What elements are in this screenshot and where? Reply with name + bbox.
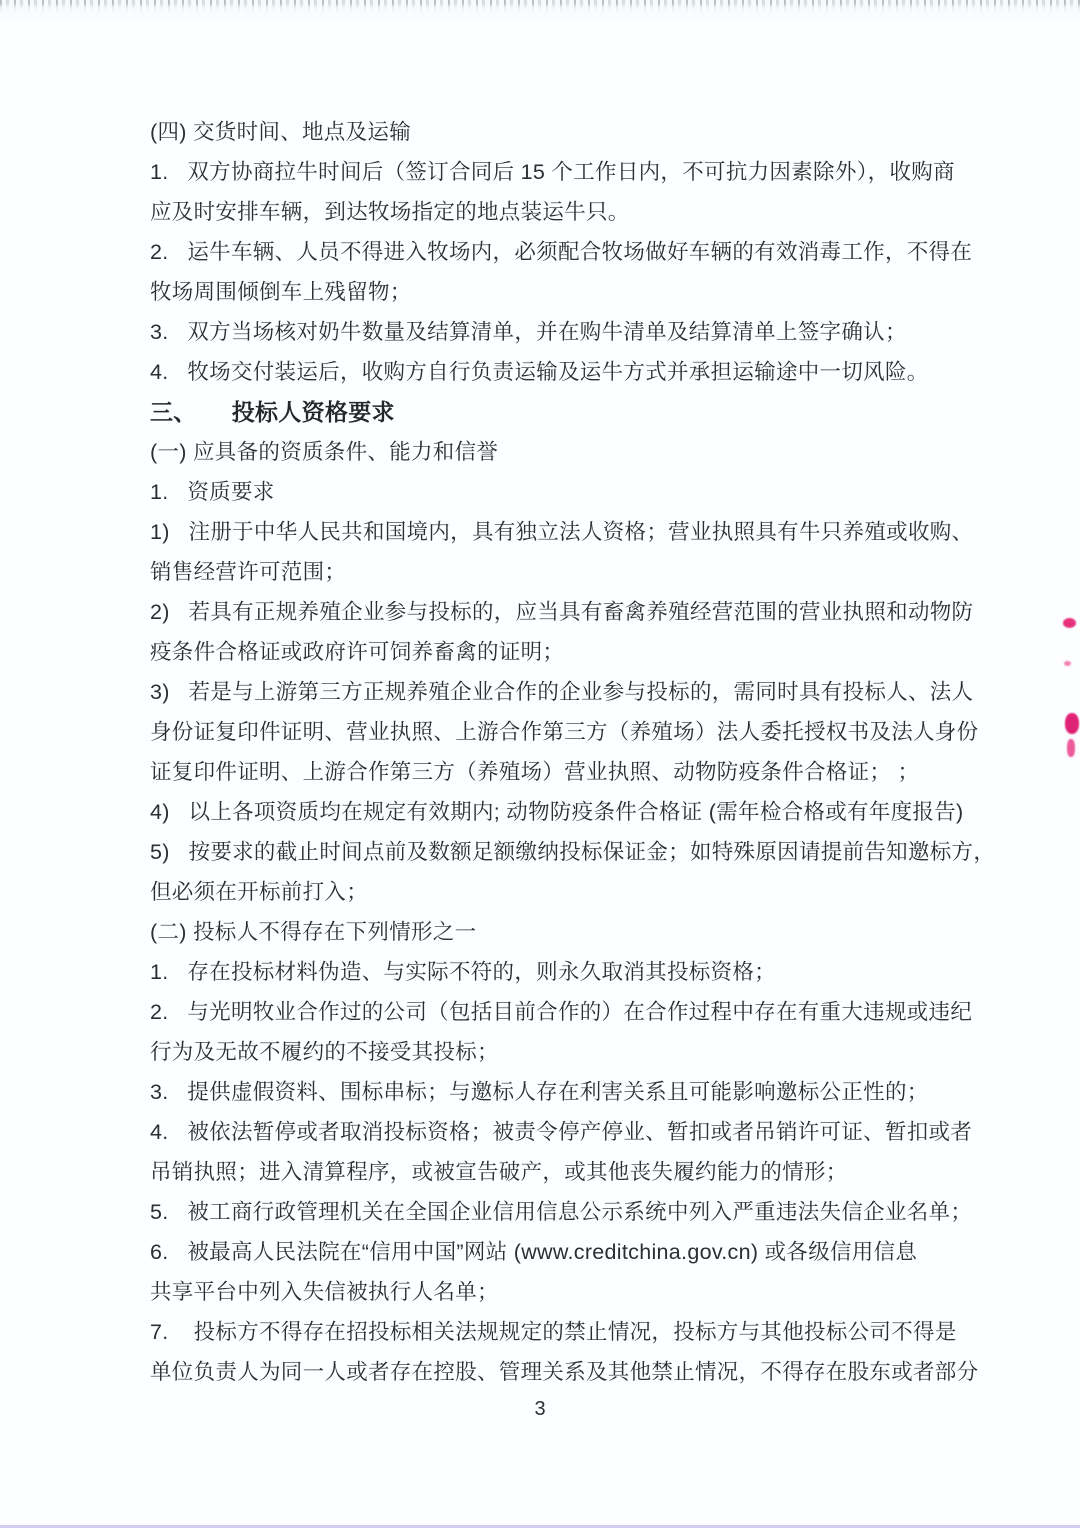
text-line: 4) 以上各项资质均在规定有效期内; 动物防疫条件合格证 (需年检合格或有年度报告) bbox=[150, 800, 964, 824]
text-line: 1. 双方协商拉牛时间后（签订合同后 15 个工作日内，不可抗力因素除外），收购商 bbox=[150, 160, 955, 184]
text-line: 1. 资质要求 bbox=[150, 480, 275, 504]
text-line: 3) 若是与上游第三方正规养殖企业合作的企业参与投标的，需同时具有投标人、法人 bbox=[150, 680, 974, 704]
text-line: 1) 注册于中华人民共和国境内，具有独立法人资格；营业执照具有牛只养殖或收购、 bbox=[150, 520, 974, 544]
text-line: 2) 若具有正规养殖企业参与投标的，应当具有畜禽养殖经营范围的营业执照和动物防 bbox=[150, 600, 974, 624]
text-line: 5) 按要求的截止时间点前及数额足额缴纳投标保证金；如特殊原因请提前告知邀标方， bbox=[150, 840, 996, 864]
section-heading: 三、 投标人资格要求 bbox=[150, 399, 395, 425]
text-line: 销售经营许可范围； bbox=[150, 560, 347, 584]
text-line: 4. 牧场交付装运后，收购方自行负责运输及运牛方式并承担运输途中一切风险。 bbox=[150, 360, 929, 384]
text-line: 6. 被最高人民法院在“信用中国”网站 (www.creditchina.gov.cn) 或各级信用信息 bbox=[150, 1240, 918, 1264]
section-subheading: (一) 应具备的资质条件、能力和信誉 bbox=[150, 440, 499, 464]
text-line: 疫条件合格证或政府许可饲养畜禽的证明； bbox=[150, 640, 565, 664]
text-line: 证复印件证明、上游合作第三方（养殖场）营业执照、动物防疫条件合格证； ； bbox=[150, 760, 920, 784]
section-subheading: (四) 交货时间、地点及运输 bbox=[150, 120, 411, 144]
text-line: 3. 双方当场核对奶牛数量及结算清单，并在购牛清单及结算清单上签字确认； bbox=[150, 320, 907, 344]
pink-scan-mark bbox=[1067, 739, 1075, 757]
text-line: 牧场周围倾倒车上残留物； bbox=[150, 280, 412, 304]
text-line: 1. 存在投标材料伪造、与实际不符的，则永久取消其投标资格； bbox=[150, 960, 776, 984]
section-subheading: (二) 投标人不得存在下列情形之一 bbox=[150, 920, 477, 944]
text-line: 7. 投标方不得存在招投标相关法规规定的禁止情况，投标方与其他投标公司不得是 bbox=[150, 1320, 957, 1344]
text-line: 4. 被依法暂停或者取消投标资格；被责令停产停业、暂扣或者吊销许可证、暂扣或者 bbox=[150, 1120, 973, 1144]
text-line: 吊销执照；进入清算程序，或被宣告破产，或其他丧失履约能力的情形； bbox=[150, 1160, 848, 1184]
text-line: 应及时安排车辆，到达牧场指定的地点装运牛只。 bbox=[150, 200, 630, 224]
text-line: 单位负责人为同一人或者存在控股、管理关系及其他禁止情况，不得存在股东或者部分 bbox=[150, 1360, 979, 1384]
pink-scan-mark bbox=[1065, 713, 1079, 734]
text-line: 3. 提供虚假资料、围标串标；与邀标人存在利害关系且可能影响邀标公正性的； bbox=[150, 1080, 929, 1104]
page-number: 3 bbox=[534, 1398, 546, 1420]
scan-edge-noise bbox=[0, 0, 1080, 12]
text-line: 共享平台中列入失信被执行人名单； bbox=[150, 1280, 499, 1304]
text-line: 2. 与光明牧业合作过的公司（包括目前合作的）在合作过程中存在有重大违规或违纪 bbox=[150, 1000, 973, 1024]
document-body bbox=[150, 112, 996, 1392]
text-line: 但必须在开标前打入； bbox=[150, 880, 369, 904]
pink-scan-mark bbox=[1064, 661, 1071, 666]
text-line: 5. 被工商行政管理机关在全国企业信用信息公示系统中列入严重违法失信企业名单； bbox=[150, 1200, 973, 1224]
text-line: 身份证复印件证明、营业执照、上游合作第三方（养殖场）法人委托授权书及法人身份 bbox=[150, 720, 979, 744]
text-line: 行为及无故不履约的不接受其投标； bbox=[150, 1040, 499, 1064]
pink-scan-mark bbox=[1063, 618, 1076, 628]
text-line: 2. 运牛车辆、人员不得进入牧场内，必须配合牧场做好车辆的有效消毒工作，不得在 bbox=[150, 240, 973, 264]
